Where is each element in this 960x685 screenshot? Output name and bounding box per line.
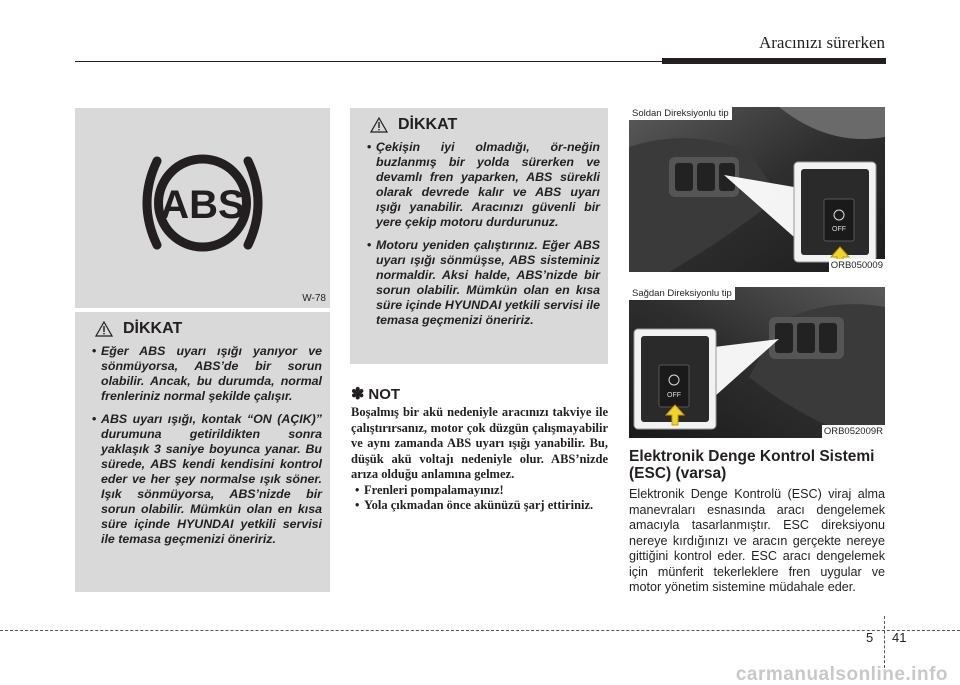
caution-list xyxy=(87,344,322,547)
note-bullet-list xyxy=(351,483,608,514)
section-heading-esc: Elektronik Denge Kontrol Sistemi (ESC) (varsa) xyxy=(629,448,875,482)
section-number: 5 xyxy=(866,630,874,645)
off-text: OFF xyxy=(667,392,681,399)
note-mark-icon: ✽ xyxy=(351,386,365,403)
photo-caption: Sağdan Direksiyonlu tip xyxy=(629,287,735,300)
dashboard-switch-illustration xyxy=(629,107,885,272)
abs-warning-light-figure xyxy=(75,108,330,308)
caution-title: DİKKAT xyxy=(398,116,458,133)
abs-icon-text: ABS xyxy=(160,183,245,227)
page-number: 41 xyxy=(892,630,907,645)
header-rule xyxy=(75,61,665,62)
note-title: NOT xyxy=(368,386,401,403)
dashboard-switch-illustration xyxy=(629,287,885,438)
note-heading xyxy=(351,384,400,404)
note-bullet: • Frenleri pompalamayınız! xyxy=(351,483,608,499)
header-rule-bold xyxy=(662,58,886,64)
esc-switch-photo-rhd xyxy=(629,287,885,438)
figure-code: ORB050009 xyxy=(830,260,883,271)
caution-box-traction xyxy=(350,108,608,364)
footer-divider xyxy=(0,630,960,631)
page-header-title: Aracınızı sürerken xyxy=(758,33,885,52)
note-text: Boşalmış bir akü nedeniyle aracınızı takviye ile çalıştırırsanız, motor çok düzgün çalışmayabilir ve aynı zamanda ABS uyarı ışığı yanabilir. Bu, düşük akü voltajı nedeniyle olur. ABS’nizde arıza olduğu anlamına gelmez. xyxy=(351,405,608,481)
caution-title: DİKKAT xyxy=(123,320,183,337)
watermark: carmanualsonline.info xyxy=(735,664,948,685)
caution-box-abs xyxy=(75,312,330,592)
off-text: OFF xyxy=(832,226,846,233)
caution-header xyxy=(362,116,600,134)
caution-item: • ABS uyarı ışığı, kontak “ON (AÇIK)” durumuna getirildikten sonra yaklaşık 3 saniye boyunca yanar. Bu sürede, ABS kendi kendisini kontrol eder ve her şey normalse ışık söner. Işık sönmüyorsa, ABS’nizde bir sorun olabilir. Mümkün olan en kısa süre içinde HYUNDAI yetkili servisi ile temasa geçmenizi öneririz. xyxy=(87,412,322,547)
note-bullet: • Yola çıkmadan önce akünüzü şarj ettiriniz. xyxy=(351,498,608,514)
caution-item: • Çekişin iyi olmadığı, ör-neğin buzlanmış bir yolda sürerken ve devamlı fren yaparken, ABS sürekli olarak devrede kalır ve ABS uyarı ışığı yanabilir. Aracınızı güvenli bir yere çekip motoru durdurunuz. xyxy=(362,140,600,230)
caution-list xyxy=(362,140,600,328)
abs-warning-icon xyxy=(135,143,270,263)
esc-switch-photo-lhd xyxy=(629,107,885,272)
figure-code: W-78 xyxy=(302,293,326,304)
warning-triangle-icon xyxy=(370,117,388,133)
figure-code: ORB052009R xyxy=(823,426,883,437)
note-body xyxy=(351,405,608,514)
section-body-esc: Elektronik Denge Kontrolü (ESC) viraj alma manevraları esnasında aracı dengelemek amacıyla tasarlanmıştır. ESC direksiyonu nereye kırdığınızı ve aracın gerçekte nereye gittiğini kontrol eder. ESC aracı dengelemek için münferit tekerleklere fren uygular ve motor yönetim sistemine müdahale eder. xyxy=(629,487,885,594)
warning-triangle-icon xyxy=(95,321,113,337)
photo-caption: Soldan Direksiyonlu tip xyxy=(629,107,732,120)
caution-header xyxy=(87,320,322,338)
page-number-divider xyxy=(884,616,885,668)
caution-item: • Eğer ABS uyarı ışığı yanıyor ve sönmüyorsa, ABS’de bir sorun olabilir. Ancak, bu durumda, normal frenleriniz normal şekilde çalışır. xyxy=(87,344,322,404)
caution-item: • Motoru yeniden çalıştırınız. Eğer ABS uyarı ışığı sönmüşse, ABS sisteminiz normaldir. Aksi halde, ABS’nizde bir sorun olabilir. Mümkün olan en kısa süre içinde HYUNDAI yetkili servisi ile temasa geçmenizi öneririz. xyxy=(362,238,600,328)
